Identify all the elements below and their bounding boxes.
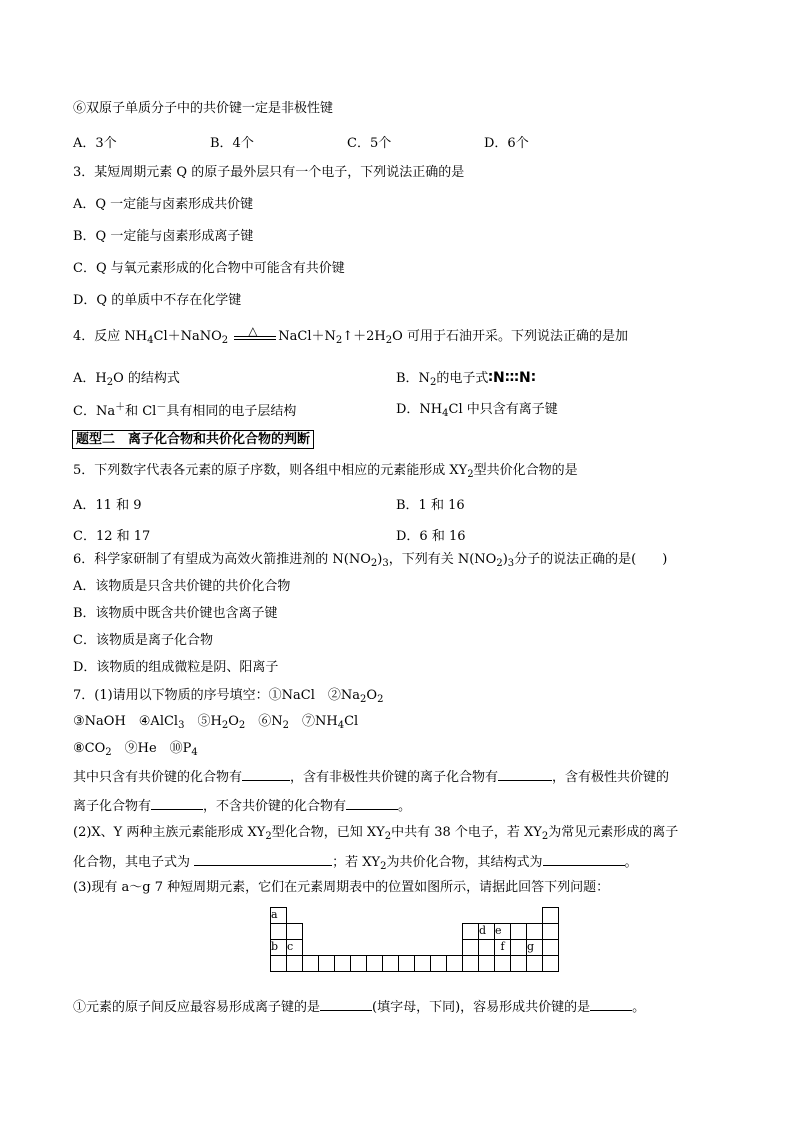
periodic-table-diagram (270, 907, 559, 972)
q4-stem: 4．反应 $NH_4Cl+NaNO_2$ △ $NaCl+N_2↑+2H_2O$ 可用于石油开采。下列说法正确的是加 (73, 323, 628, 346)
q7-part3-stem: (3)现有 a～g 7 种短周期元素，它们在元素周期表中的位置如图所示，请据此回答下列问题： (73, 880, 610, 895)
cell-g: g (527, 940, 543, 956)
q3-option-d: D．Q 的单质中不存在化学键 (73, 293, 242, 308)
answer-blank-electron-formula[interactable] (194, 852, 332, 866)
q7-substances-row2: ③NaOH ④AlCl$_3$ $⑤H_2O_2$ $⑥N_2$ $⑦NH_4Cl$ (73, 714, 359, 731)
answer-blank-nonpolar-ionic[interactable] (498, 767, 552, 781)
answer-blank-covalent-bond-elements[interactable] (590, 997, 632, 1011)
q3-stem: 3．某短周期元素 Q 的原子最外层只有一个电子，下列说法正确的是 (73, 165, 465, 180)
q2-option-a: A．3个 (73, 136, 117, 151)
q5-option-a: A．11 和 9 (73, 498, 142, 513)
q4-option-a: A．$H_2O$ 的结构式 (73, 371, 180, 388)
q7-part2-line1: (2)X、Y 两种主族元素能形成 $XY_2$型化合物，已知 $XY_2$中共有 38 个电子，若 $XY_2$为常见元素形成的离子 (73, 825, 679, 842)
cell-b: b (271, 940, 287, 956)
q3-option-c: C．Q 与氧元素形成的化合物中可能含有共价键 (73, 261, 345, 276)
q2-option-c: C．5个 (347, 136, 392, 151)
q2-option-d: D．6个 (484, 136, 529, 151)
answer-blank-structural-formula[interactable] (543, 852, 625, 866)
q2-option-b: B．4个 (210, 136, 254, 151)
answer-blank-polar-ionic[interactable] (151, 796, 203, 810)
q5-option-b: B．1 和 16 (396, 498, 465, 513)
q3-option-b: B．Q 一定能与卤素形成离子键 (73, 229, 254, 244)
cell-d: d (479, 924, 495, 940)
cell-a: a (271, 908, 287, 924)
q5-option-d: D．6 和 16 (396, 529, 466, 544)
q6-option-d: D．该物质的组成微粒是阴、阳离子 (73, 660, 279, 675)
q5-option-c: C．12 和 17 (73, 529, 151, 544)
q3-option-a: A．Q 一定能与卤素形成共价键 (73, 197, 254, 212)
n2-electron-formula: ∶N∶∶∶N∶ (488, 370, 536, 386)
q6-option-b: B．该物质中既含共价键也含离子键 (73, 606, 278, 621)
statement-6: ⑥双原子单质分子中的共价键一定是非极性键 (73, 101, 334, 116)
q7-part3-sub1: ①元素的原子间反应最容易形成离子键的是 (填字母，下同)，容易形成共价键的是 。 (73, 997, 645, 1017)
q4-option-d: D．$NH_4Cl$ 中只含有离子键 (396, 402, 558, 419)
answer-blank-ionic-bond-elements[interactable] (320, 997, 372, 1011)
q7-part1-question-line1: 其中只含有共价键的化合物有 ，含有非极性共价键的离子化合物有 ，含有极性共价键的 (73, 767, 669, 787)
q5-stem: 5．下列数字代表各元素的原子序数，则各组中相应的元素能形成 $XY_2$型共价化合物的是 (73, 463, 578, 480)
q7-part1-stem: 7．(1)请用以下物质的序号填空：①NaCl $②Na_2O_2$ (73, 688, 384, 705)
reaction-heat-arrow: △ (232, 330, 278, 344)
q6-option-a: A．该物质是只含共价键的共价化合物 (73, 579, 291, 594)
answer-blank-covalent-compounds[interactable] (242, 767, 290, 781)
cell-e: e (495, 924, 511, 940)
q4-option-c: C．Na＋和 Cl－具有相同的电子层结构 (73, 402, 297, 419)
q7-part1-question-line2: 离子化合物有 ，不含共价键的化合物有 。 (73, 796, 411, 816)
q6-option-c: C．该物质是离子化合物 (73, 633, 213, 648)
q7-substances-row3: $⑧CO_2$ ⑨He $⑩P_4$ (73, 741, 198, 758)
cell-f: f (495, 940, 511, 956)
section-title-2: 题型二 离子化合物和共价化合物的判断 (72, 431, 314, 449)
cell-c: c (287, 940, 303, 956)
q6-stem: 6．科学家研制了有望成为高效火箭推进剂的 $N(NO_2)_3$，下列有关 $N(NO_2)_3$分子的说法正确的是( ) (73, 552, 668, 569)
q7-part2-line2: 化合物，其电子式为 ；若 $XY_2$为共价化合物，其结构式为 。 (73, 852, 638, 876)
answer-blank-no-covalent[interactable] (346, 796, 398, 810)
q4-option-b: B．$N_2$的电子式∶N∶∶∶N∶ (396, 370, 536, 388)
